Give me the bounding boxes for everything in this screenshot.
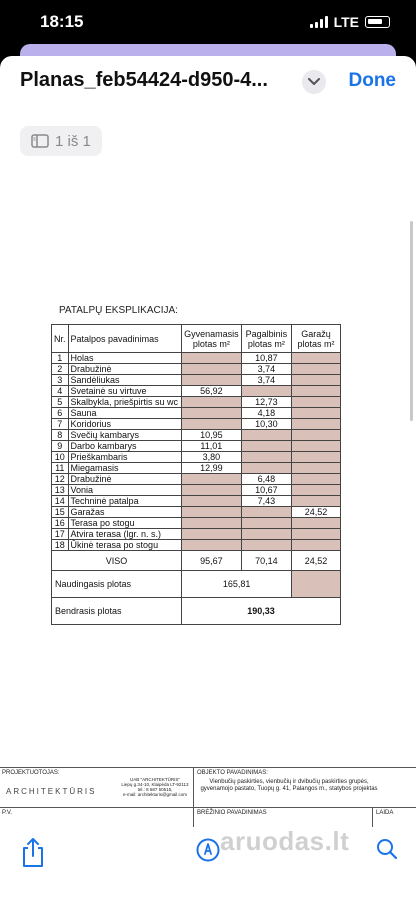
row-nr: 4 bbox=[52, 386, 69, 397]
row-name: Techninė patalpa bbox=[68, 496, 182, 507]
scrollbar[interactable] bbox=[410, 221, 413, 421]
row-nr: 14 bbox=[52, 496, 69, 507]
page-indicator-text: 1 iš 1 bbox=[55, 132, 91, 150]
table-row bbox=[52, 430, 341, 441]
table-row bbox=[52, 507, 341, 518]
table-row bbox=[52, 540, 341, 551]
row-name: Drabužinė bbox=[68, 474, 182, 485]
row-aux bbox=[241, 518, 291, 529]
row-living bbox=[182, 518, 242, 529]
row-living bbox=[182, 540, 242, 551]
row-garage bbox=[292, 496, 341, 507]
row-aux bbox=[241, 463, 291, 474]
row-living bbox=[182, 529, 242, 540]
signal-icon bbox=[310, 16, 328, 28]
header-name: Patalpos pavadinimas bbox=[68, 325, 182, 353]
row-garage bbox=[292, 485, 341, 496]
row-nr: 2 bbox=[52, 364, 69, 375]
row-name: Atvira terasa (lgr. n. s.) bbox=[68, 529, 182, 540]
row-garage bbox=[292, 397, 341, 408]
row-nr: 5 bbox=[52, 397, 69, 408]
row-living bbox=[182, 397, 242, 408]
company-info bbox=[120, 777, 190, 797]
useful-area-shade bbox=[292, 571, 341, 598]
table-row bbox=[52, 353, 341, 364]
table-row bbox=[52, 375, 341, 386]
laida-label: LAIDA bbox=[376, 810, 394, 816]
page-indicator[interactable] bbox=[20, 126, 102, 156]
row-aux bbox=[241, 386, 291, 397]
row-living bbox=[182, 485, 242, 496]
row-nr: 18 bbox=[52, 540, 69, 551]
row-garage bbox=[292, 386, 341, 397]
company-logo: ARCHITEKTŪRIS bbox=[6, 787, 97, 796]
row-nr: 15 bbox=[52, 507, 69, 518]
table-body bbox=[52, 353, 341, 551]
gross-area-label: Bendrasis plotas bbox=[52, 598, 182, 625]
row-aux bbox=[241, 430, 291, 441]
row-nr: 6 bbox=[52, 408, 69, 419]
row-aux: 7,43 bbox=[241, 496, 291, 507]
totals-garage: 24,52 bbox=[292, 551, 341, 571]
row-name: Ūkinė terasa po stogu bbox=[68, 540, 182, 551]
network-label: LTE bbox=[333, 14, 359, 30]
row-nr: 9 bbox=[52, 441, 69, 452]
row-name: Garažas bbox=[68, 507, 182, 518]
share-icon[interactable] bbox=[20, 836, 46, 873]
row-aux: 12,73 bbox=[241, 397, 291, 408]
row-garage bbox=[292, 419, 341, 430]
explication-heading: PATALPŲ EKSPLIKACIJA: bbox=[59, 305, 178, 316]
header-garage: Garažų plotas m² bbox=[292, 325, 341, 353]
table-row bbox=[52, 463, 341, 474]
row-nr: 10 bbox=[52, 452, 69, 463]
row-name: Skalbykla, priešpirtis su wc bbox=[68, 397, 182, 408]
row-name: Miegamasis bbox=[68, 463, 182, 474]
row-garage bbox=[292, 463, 341, 474]
row-aux: 10,67 bbox=[241, 485, 291, 496]
page-icon bbox=[31, 134, 49, 148]
row-living: 3,80 bbox=[182, 452, 242, 463]
table-row bbox=[52, 364, 341, 375]
document-sheet bbox=[0, 56, 416, 900]
useful-area-value: 165,81 bbox=[182, 571, 292, 598]
useful-area-row bbox=[52, 571, 341, 598]
row-name: Vonia bbox=[68, 485, 182, 496]
row-aux: 4,18 bbox=[241, 408, 291, 419]
row-garage bbox=[292, 441, 341, 452]
row-living bbox=[182, 408, 242, 419]
row-aux bbox=[241, 452, 291, 463]
row-aux: 10,30 bbox=[241, 419, 291, 430]
row-name: Prieškambaris bbox=[68, 452, 182, 463]
row-nr: 12 bbox=[52, 474, 69, 485]
row-aux bbox=[241, 507, 291, 518]
row-nr: 7 bbox=[52, 419, 69, 430]
chevron-down-icon[interactable] bbox=[302, 70, 326, 94]
row-living: 11,01 bbox=[182, 441, 242, 452]
table-row bbox=[52, 419, 341, 430]
row-living bbox=[182, 474, 242, 485]
object-text: Vienbučių paskirties, vienbučių ir dvibučių paskirties grupės, gyvenamojo pastato, Tuopų g. 41, Palangos m., statybos projektas bbox=[200, 779, 378, 792]
done-button[interactable]: Done bbox=[348, 70, 396, 91]
table-row bbox=[52, 397, 341, 408]
row-living bbox=[182, 507, 242, 518]
title-block bbox=[0, 767, 416, 827]
row-nr: 17 bbox=[52, 529, 69, 540]
row-name: Terasa po stogu bbox=[68, 518, 182, 529]
row-nr: 11 bbox=[52, 463, 69, 474]
row-garage bbox=[292, 518, 341, 529]
gross-area-value: 190,33 bbox=[182, 598, 341, 625]
battery-icon bbox=[365, 16, 390, 28]
row-living bbox=[182, 364, 242, 375]
row-nr: 3 bbox=[52, 375, 69, 386]
search-icon[interactable] bbox=[376, 838, 398, 865]
table-header-row bbox=[52, 325, 341, 353]
table-row bbox=[52, 518, 341, 529]
row-living bbox=[182, 353, 242, 364]
table-row bbox=[52, 474, 341, 485]
row-name: Drabužinė bbox=[68, 364, 182, 375]
row-name: Sandėliukas bbox=[68, 375, 182, 386]
row-name: Koridorius bbox=[68, 419, 182, 430]
markup-icon[interactable] bbox=[196, 838, 220, 867]
company-phone: tel.: 8 687 50515, bbox=[137, 787, 173, 792]
company-address: Liepų g.34-10, Klaipėda LT-92113 bbox=[121, 782, 189, 787]
table-row bbox=[52, 496, 341, 507]
table-row bbox=[52, 485, 341, 496]
useful-area-label: Naudingasis plotas bbox=[52, 571, 182, 598]
totals-living: 95,67 bbox=[182, 551, 242, 571]
bottom-toolbar bbox=[0, 820, 416, 900]
table-row bbox=[52, 441, 341, 452]
gross-area-row bbox=[52, 598, 341, 625]
row-aux: 10,87 bbox=[241, 353, 291, 364]
totals-row bbox=[52, 551, 341, 571]
status-time: 18:15 bbox=[40, 12, 84, 31]
pv-label: P.V. bbox=[2, 810, 13, 816]
row-name: Sauna bbox=[68, 408, 182, 419]
document-title[interactable]: Planas_feb54424-d950-4... bbox=[20, 69, 268, 91]
status-bar bbox=[0, 0, 416, 44]
row-aux bbox=[241, 540, 291, 551]
row-nr: 8 bbox=[52, 430, 69, 441]
row-name: Svečių kambarys bbox=[68, 430, 182, 441]
table-row bbox=[52, 529, 341, 540]
totals-label: VISO bbox=[52, 551, 182, 571]
row-garage bbox=[292, 452, 341, 463]
row-garage bbox=[292, 430, 341, 441]
row-nr: 1 bbox=[52, 353, 69, 364]
row-garage bbox=[292, 375, 341, 386]
row-garage: 24,52 bbox=[292, 507, 341, 518]
row-living bbox=[182, 419, 242, 430]
table-row bbox=[52, 452, 341, 463]
explication-table bbox=[51, 324, 341, 625]
watermark: aruodas.lt bbox=[220, 826, 350, 856]
object-label: OBJEKTO PAVADINIMAS: bbox=[197, 770, 268, 776]
row-aux: 3,74 bbox=[241, 375, 291, 386]
row-nr: 16 bbox=[52, 518, 69, 529]
row-aux bbox=[241, 529, 291, 540]
row-aux: 6,48 bbox=[241, 474, 291, 485]
company-name: UAB "ARCHITEKTŪRIS" bbox=[130, 777, 180, 782]
row-name: Darbo kambarys bbox=[68, 441, 182, 452]
nav-bar bbox=[0, 56, 416, 108]
header-nr: Nr. bbox=[52, 325, 69, 353]
row-garage bbox=[292, 540, 341, 551]
row-garage bbox=[292, 353, 341, 364]
row-garage bbox=[292, 529, 341, 540]
row-living bbox=[182, 496, 242, 507]
status-icons bbox=[310, 14, 390, 30]
row-garage bbox=[292, 364, 341, 375]
drawing-name-label: BRĖŽINIO PAVADINIMAS bbox=[197, 810, 267, 816]
row-name: Svetainė su virtuve bbox=[68, 386, 182, 397]
row-living: 10,95 bbox=[182, 430, 242, 441]
row-nr: 13 bbox=[52, 485, 69, 496]
designers-label: PROJEKTUOTOJAS: bbox=[2, 770, 60, 776]
table-row bbox=[52, 408, 341, 419]
row-living bbox=[182, 375, 242, 386]
company-email: e-mail: architekturis@gmail.com bbox=[122, 792, 188, 797]
table-row bbox=[52, 386, 341, 397]
row-name: Holas bbox=[68, 353, 182, 364]
header-aux: Pagalbinis plotas m² bbox=[241, 325, 291, 353]
row-garage bbox=[292, 474, 341, 485]
header-living: Gyvenamasis plotas m² bbox=[182, 325, 242, 353]
row-living: 56,92 bbox=[182, 386, 242, 397]
row-aux: 3,74 bbox=[241, 364, 291, 375]
totals-aux: 70,14 bbox=[241, 551, 291, 571]
row-garage bbox=[292, 408, 341, 419]
row-living: 12,99 bbox=[182, 463, 242, 474]
row-aux bbox=[241, 441, 291, 452]
